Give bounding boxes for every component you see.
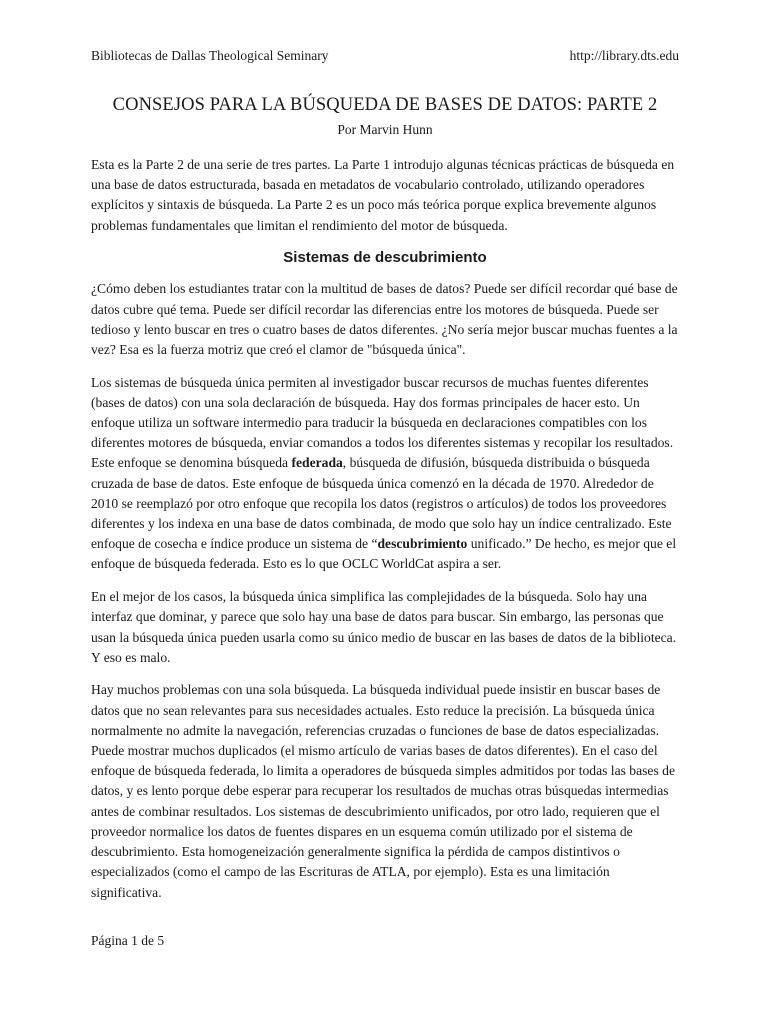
paragraph-1: ¿Cómo deben los estudiantes tratar con la multitud de bases de datos? Puede ser difícil recordar qué base de datos cubre qué tema. Puede ser difícil recordar las diferencias entre los motores de búsqueda. Puede ser tedioso y lento buscar en tres o cuatro bases de datos diferentes. ¿No sería mejor buscar muchas fuentes a la vez? Esa es la fuerza motriz que creó el clamor de "búsqueda única". [91, 281, 678, 357]
document-body [91, 155, 679, 915]
header-institution: Bibliotecas de Dallas Theological Seminary [91, 48, 329, 63]
intro-paragraph: Esta es la Parte 2 de una serie de tres partes. La Parte 1 introdujo algunas técnicas prácticas de búsqueda en una base de datos estructurada, basada en metadatos de vocabulario controlado, utilizando operadores explícitos y sintaxis de búsqueda. La Parte 2 es un poco más teórica porque explica brevemente algunos problemas fundamentales que limitan el rendimiento del motor de búsqueda. [91, 157, 675, 233]
bold-term-descubrimiento: descubrimiento [377, 536, 468, 552]
p2-text-c: , búsqueda de difusión, búsqueda distribuida o búsqueda cruzada de base de datos. Este enfoque de búsqueda única comenzó en la década de 1970. Alrededor de 2010 se reemplazó por otro enfoque que recopila los datos (registros o artículos) de todos los proveedores diferentes y los indexa en una base de datos combinada, de modo que solo hay un índice centralizado. Este enfoque de cosecha e índice produce un sistema de “ [91, 455, 672, 552]
paragraph-3: En el mejor de los casos, la búsqueda única simplifica las complejidades de la búsqueda. Solo hay una interfaz que dominar, y parece que solo hay una base de datos para buscar. Sin embargo, las personas que usan la búsqueda única pueden usarla como su único medio de buscar en las bases de datos de la biblioteca. Y eso es malo. [91, 589, 677, 665]
paragraph-2 [91, 373, 679, 575]
running-header [91, 47, 679, 65]
header-url[interactable]: http://library.dts.edu [569, 48, 679, 63]
p2-text-a: Los sistemas de búsqueda única permiten al investigador buscar recursos de muchas fuentes diferentes (bases de datos) con una sola declaración de búsqueda. Hay dos formas principales de hacer esto. Un enfoque utiliza un software intermedio para traducir la búsqueda en declaraciones compatibles con los diferentes motores de búsqueda, enviar comandos a todos los diferentes sistemas y recopilar los resultados. Este enfoque se denomina búsqueda [91, 374, 674, 471]
paragraph-4: Hay muchos problemas con una sola búsqueda. La búsqueda individual puede insistir en buscar bases de datos que no sean relevantes para sus necesidades actuales. Esto reduce la precisión. La búsqueda única normalmente no admite la navegación, referencias cruzadas o funciones de base de datos especializadas. Puede mostrar muchos duplicados (el mismo artículo de varias bases de datos diferentes). En el caso del enfoque de búsqueda federada, lo limita a operadores de búsqueda simples admitidos por todas las bases de datos, y es lento porque debe esperar para recuperar los resultados de muchas otras búsquedas intermedias antes de combinar resultados. Los sistemas de descubrimiento unificados, por otro lado, requieren que el proveedor normalice los datos de fuentes dispares en un esquema común utilizado por el sistema de descubrimiento. Esta homogeneización generalmente significa la pérdida de campos distintivos o especializados (como el campo de las Escrituras de ATLA, por ejemplo). Esta es una limitación significativa. [91, 682, 675, 900]
bold-term-federada: federada [291, 455, 343, 471]
document-title: CONSEJOS PARA LA BÚSQUEDA DE BASES DE DATOS: PARTE 2 [112, 95, 658, 115]
page-number: Página 1 de 5 [91, 933, 165, 948]
p2-text-d: unificado.” De hecho, es mejor que el enfoque de búsqueda federada. Esto es lo que OCLC WorldCat aspira a ser. [91, 536, 677, 572]
author-line: Por Marvin Hunn [337, 122, 433, 137]
section-heading: Sistemas de descubrimiento [283, 249, 487, 267]
